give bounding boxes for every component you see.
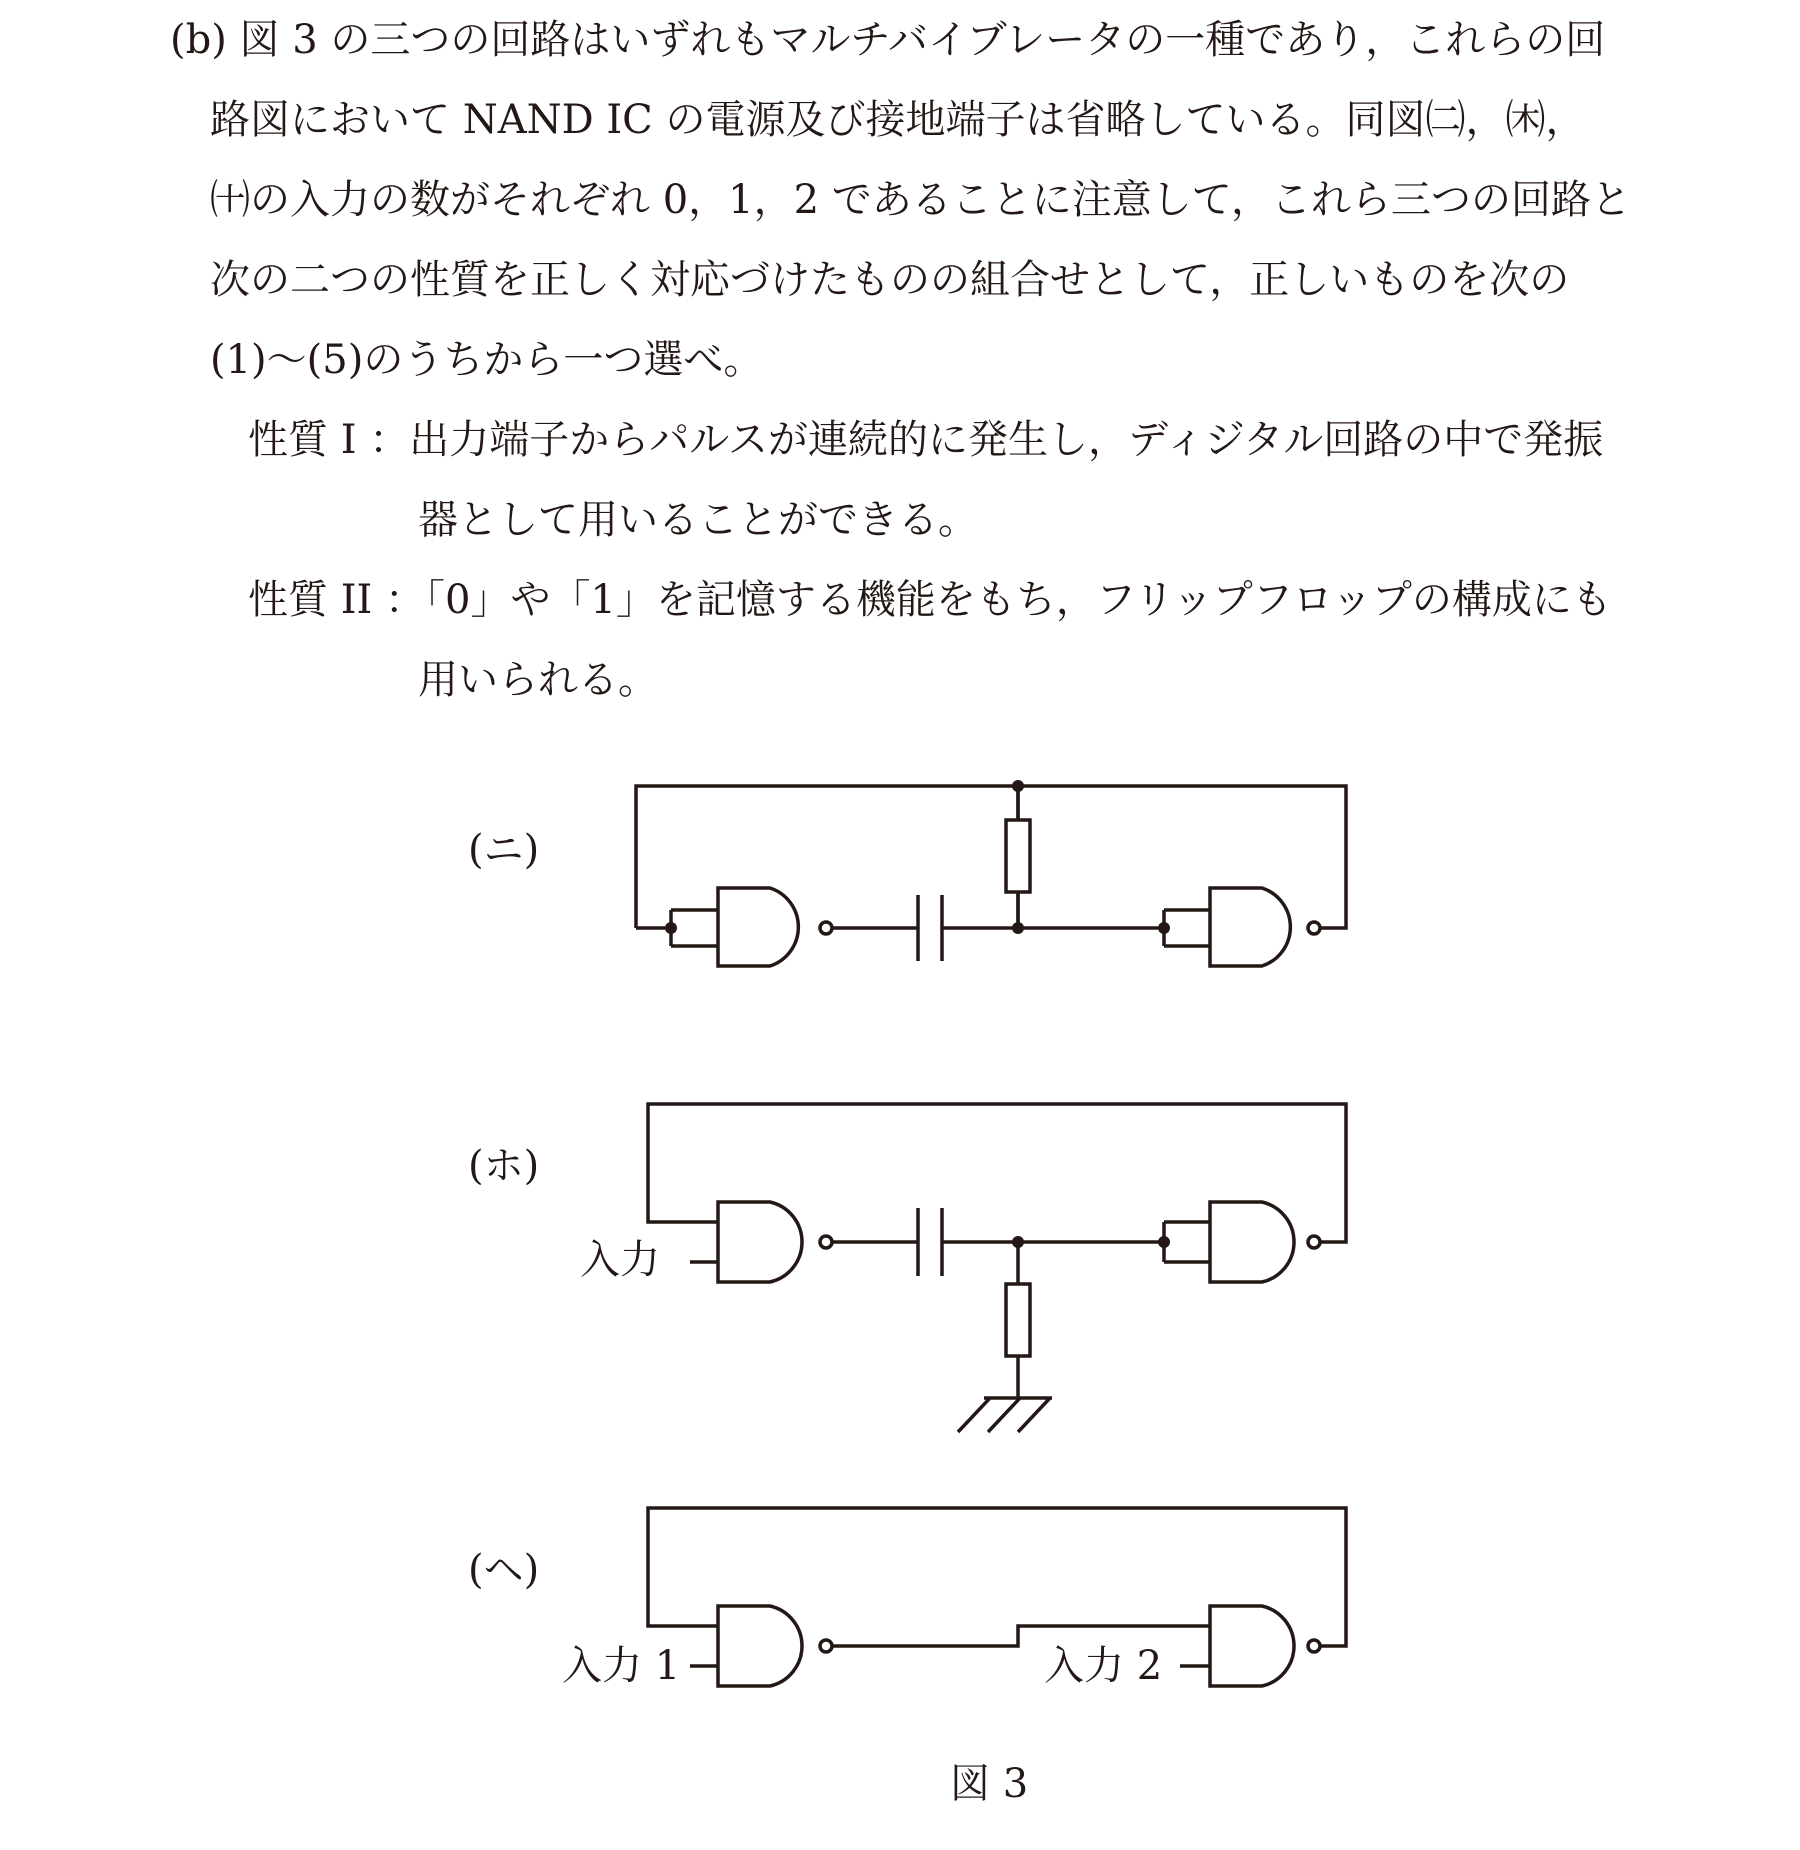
circuit-he bbox=[648, 1508, 1346, 1686]
input-label: 入力 bbox=[580, 1237, 660, 1283]
ground-symbol bbox=[958, 1398, 1052, 1432]
circuit-ho bbox=[648, 1104, 1346, 1432]
question-line-3: ㈩の入力の数がそれぞれ 0，1，2 であることに注意して，これら三つの回路と bbox=[210, 177, 1631, 223]
property-2-line-2: 用いられる。 bbox=[418, 657, 658, 703]
input-2-label: 入力 2 bbox=[1044, 1643, 1163, 1689]
junction-dot bbox=[1012, 780, 1024, 792]
nand-bubble-ho-2 bbox=[1308, 1236, 1320, 1248]
property-2-line-1: 性質 II ：「0」や「1」を記憶する機能をもち，フリップフロップの構成にも bbox=[248, 577, 1612, 623]
nand-gate-ni-1 bbox=[718, 888, 798, 966]
question-line-2: 路図において NAND IC の電源及び接地端子は省略している。同図㈡，㈭， bbox=[210, 97, 1586, 143]
resistor-ni bbox=[1006, 820, 1030, 892]
figure-caption: 図 3 bbox=[950, 1761, 1029, 1807]
nand-bubble-ho-1 bbox=[820, 1236, 832, 1248]
property-1-line-2: 器として用いることができる。 bbox=[418, 497, 978, 543]
question-line-5: (1)～(5)のうちから一つ選べ。 bbox=[210, 337, 764, 383]
junction-dot bbox=[1158, 922, 1170, 934]
nand-gate-he-2 bbox=[1210, 1606, 1294, 1686]
capacitor-ni bbox=[918, 895, 942, 961]
question-line-1: (b) 図 3 の三つの回路はいずれもマルチバイブレータの一種であり，これらの回 bbox=[170, 17, 1606, 63]
nand-gate-ho-2 bbox=[1210, 1202, 1294, 1282]
wire-ho-to-gate2 bbox=[1164, 1222, 1210, 1262]
nand-bubble-ni-1 bbox=[820, 922, 832, 934]
circuit-label-ho: (ホ) bbox=[468, 1143, 540, 1189]
nand-bubble-he-2 bbox=[1308, 1640, 1320, 1652]
nand-bubble-ni-2 bbox=[1308, 922, 1320, 934]
wire-ni-to-gate2 bbox=[1018, 910, 1210, 946]
question-line-4: 次の二つの性質を正しく対応づけたものの組合せとして，正しいものを次の bbox=[210, 257, 1570, 303]
junction-dot bbox=[1012, 922, 1024, 934]
circuit-ni bbox=[636, 780, 1346, 966]
resistor-ho bbox=[1006, 1284, 1030, 1356]
property-1-line-1: 性質 I ：出力端子からパルスが連続的に発生し，ディジタル回路の中で発振 bbox=[248, 417, 1604, 463]
nand-gate-ni-2 bbox=[1210, 888, 1290, 966]
nand-gate-he-1 bbox=[718, 1606, 802, 1686]
input-1-label: 入力 1 bbox=[562, 1643, 681, 1689]
junction-dot bbox=[665, 922, 677, 934]
circuit-label-ni: (ニ) bbox=[468, 827, 540, 873]
circuit-label-he: (ヘ) bbox=[468, 1547, 540, 1593]
capacitor-ho bbox=[918, 1208, 942, 1276]
cross-coupling-wire-he bbox=[832, 1626, 1210, 1646]
nand-bubble-he-1 bbox=[820, 1640, 832, 1652]
nand-gate-ho-1 bbox=[718, 1202, 802, 1282]
junction-dot bbox=[1158, 1236, 1170, 1248]
junction-dot bbox=[1012, 1236, 1024, 1248]
